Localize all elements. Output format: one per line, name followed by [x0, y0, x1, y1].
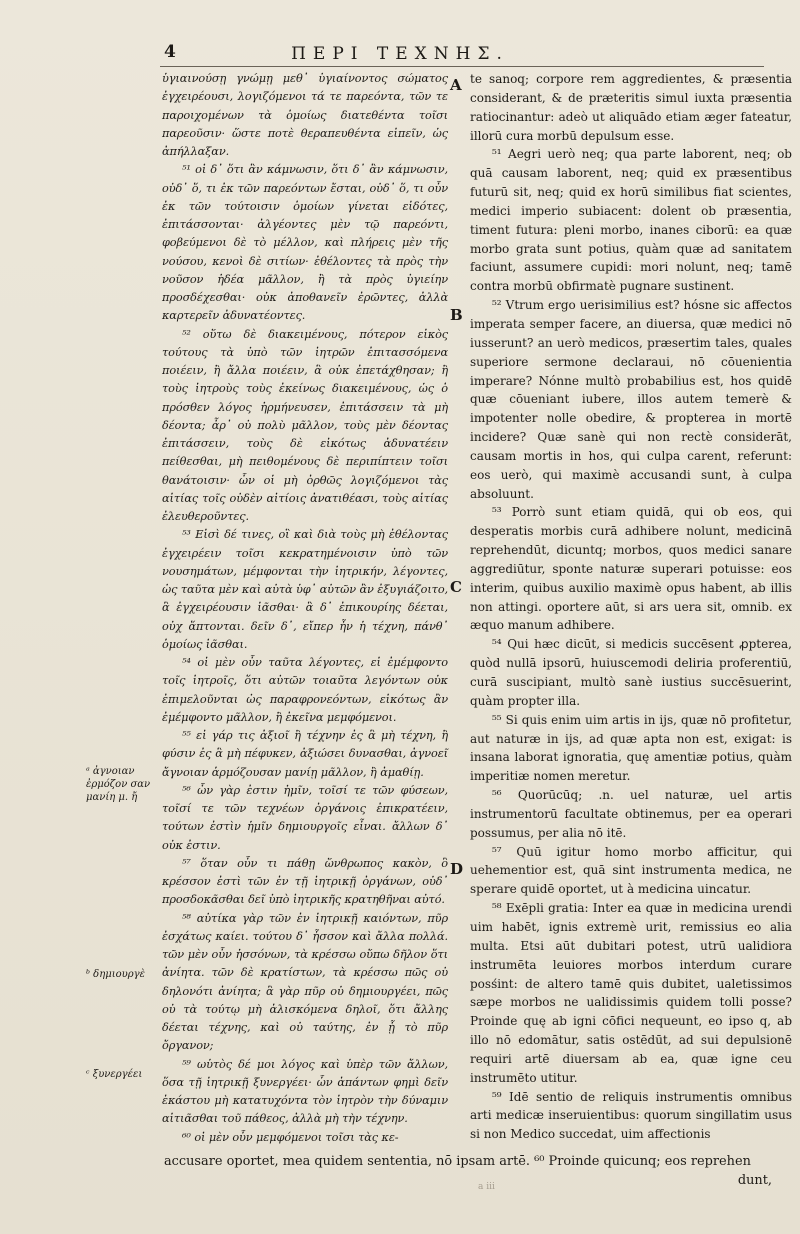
latin-paragraph: ⁵⁵ Si quis enim uim artis in ijs, quæ nō profitetur, aut naturæ in ijs, ad quæ apta non est, exigat: is insana laborat ignoratia, quę amentiæ potius, quàm imperitiæ nomen meretur.	[470, 712, 792, 784]
bottom-text-line: accusare oportet, mea quidem sententia, nō ipsam artē. ⁶⁰ Proinde quicunq; eos reprehen	[164, 1154, 751, 1169]
margin-note-b: ᵇ δημιουργὲ	[86, 969, 145, 980]
greek-paragraph: ⁵⁴ οἱ μὲν οὖν ταῦτα λέγοντες, εἰ ἐμέμφοντο τοῖς ἰητροῖς, ὅτι αὐτῶν τοιαῦτα λεγόντων οὐκ ἐπιμελοῦνται ὡς παραφρονεόντων, εἰκότως ἂν ἐμέμφοντο μᾶλλον, ἢ ἐκεῖνα μεμφόμενοι.	[162, 656, 448, 724]
margin-letter-d: D	[450, 860, 464, 878]
greek-paragraph: ⁵² οὕτω δὲ διακειμένους, πότερον εἰκὸς τούτους τὰ ὑπὸ τῶν ἰητρῶν ἐπιτασσόμενα ποιέειν, ἢ ἄλλα ποιέειν, ἃ οὐκ ἐπετάχθησαν; ἢ τοὺς ἰητροὺς τοὺς ἐκείνως διακειμένους, ὡς ὁ πρόσθεν λόγος ἡρμήνευσεν, ἐπιτάσσειν τὰ μὴ δέοντα; ἆρ᾽ οὐ πολὺ μᾶλλον, τοὺς μὲν δέοντας ἐπιτάσσειν, τοὺς δὲ εἰκότως ἀδυνατέειν πείθεσθαι, μὴ πειθομένους δὲ περιπίπτειν τοῖσι θανάτοισιν· ὧν οἱ μὴ ὀρθῶς λογιζόμενοι τὰς αἰτίας τοῖς οὐδὲν αἰτίοις ἀνατιθέασι, τοὺς αἰτίας ἐλευθεροῦντες.	[162, 327, 448, 523]
latin-column	[470, 70, 792, 1144]
greek-paragraph: ⁵¹ οἱ δ᾽ ὅτι ἂν κάμνωσιν, ὅτι δ᾽ ἂν κάμνωσιν, οὐδ᾽ ὅ, τι ἐκ τῶν παρεόντων ἔσται, οὐδ᾽ ὅ, τι οὖν ἐκ τῶν τούτοισιν ὁμοίων γίνεται εἰδότες, ἐπιτάσσονται· ἀλγέοντες μὲν τῷ παρεόντι, φοβεύμενοι δὲ τὸ μέλλον, καὶ πλήρεις μὲν τῆς νούσου, κενοὶ δὲ σιτίων· ἐθέλοντες τὰ πρὸς τὴν νοῦσον ἡδέα μᾶλλον, ἢ τὰ πρὸς ὑγιείην προσδέχεσθαι· οὐκ ἀποθανεῖν ἐρῶντες, ἀλλὰ καρτερεῖν ἀδυνατέοντες.	[162, 163, 448, 323]
greek-column	[162, 70, 448, 1147]
page-number: 4	[164, 42, 176, 62]
margin-letter-c: C	[450, 578, 462, 596]
greek-paragraph: ⁵⁹ ωὑτὸς δέ μοι λόγος καὶ ὑπὲρ τῶν ἄλλων, ὅσα τῇ ἰητρικῇ ξυνεργέει· ὧν ἁπάντων φημὶ δεῖν ἑκάστου μὴ κατατυχόντα τὸν ἰητρὸν τὴν δύναμιν αἰτιᾶσθαι τοῦ πάθεος, ἀλλὰ μὴ τὴν τέχνην.	[162, 1057, 448, 1126]
latin-paragraph: ⁵⁸ Exēpli gratia: Inter ea quæ in medicina urendi uim habēt, ignis extremè urit, remissius eo alia multa. Etsi aūt dubitari potest, utrū ualidiora instrumēta leuiores morbos interdum curare posśint: de altero tamē quis dubitet, ualetissimos sæpe morbos ne ualidissimis quidem tolli posse? Proinde quę ab igni cōfici nequeunt, eo ipso q, ab illo nō edomātur, satis ostēdūt, ad sui depulsionē requiri artē diuersam ab ea, quæ igne ceu instrumēto utitur.	[470, 901, 792, 1085]
greek-paragraph: ⁵³ Εἰσὶ δέ τινες, οἳ καὶ διὰ τοὺς μὴ ἐθέλοντας ἐγχειρέειν τοῖσι κεκρατημένοισιν ὑπὸ τῶν νουσημάτων, μέμφονται τὴν ἰητρικήν, λέγοντες, ὡς ταῦτα μὲν καὶ αὐτὰ ὑφ᾽ αὐτῶν ἂν ἐξυγιάζοιτο, ἃ ἐγχειρέουσιν ἰᾶσθαι· ἃ δ᾽ ἐπικουρίης δέεται, οὐχ ἅπτονται. δεῖν δ᾽, εἴπερ ἦν ἡ τέχνη, πάνθ᾽ ὁμοίως ἰᾶσθαι.	[162, 528, 449, 651]
latin-paragraph: ⁵⁷ Quū igitur homo morbo afficitur, qui uehementior est, quā sint instrumenta medica, ne sperare quidē oportet, ut à medicina uincatur.	[470, 844, 792, 897]
latin-paragraph: ⁵³ Porrò sunt etiam quidā, qui ob eos, qui desperatis morbis curā adhibere nolunt, medicinā reprehendūt, dicuntq; morbos, quos medici sanare aggrediūtur, sponte naturæ superari potuisse: eos interim, quibus auxilio maximè opus habent, ab illis non attingi. oportere aūt, si ars uera sit, omnib. ex æquo manum adhibere.	[470, 505, 792, 633]
signature-mark: a iii	[478, 1182, 495, 1192]
latin-paragraph: ⁵⁹ Idē sentio de reliquis instrumentis omnibus arti medicæ inseruientibus: quorum singillatim usus si non Medico succedat, uim affectionis	[470, 1089, 792, 1142]
margin-letter-b: B	[450, 306, 463, 324]
margin-letter-a: A	[450, 76, 462, 94]
latin-paragraph: ⁵² Vtrum ergo uerisimilius est? hósne sic affectos imperata semper facere, an diuersa, quæ medici nō iusserunt? an uerò medicos, præsertim tales, quales superiore sermone declaraui, nō cōuenientia imperare? Nónne multò probabilius est, hos quidē quæ cōueniant iubere, illos autem temerè & impotenter nolle obedire, & propterea in mortē incidere? Quæ sanè qui non rectè considerāt, causam mortis in hos, qui culpa carent, referunt: eos uerò, qui maximè accusandi sunt, à culpa absoluunt.	[470, 298, 792, 501]
greek-paragraph: ⁵⁸ αὐτίκα γὰρ τῶν ἐν ἰητρικῇ καιόντων, πῦρ ἐσχάτως καίει. τούτου δ᾽ ἧσσον καὶ ἄλλα πολλά. τῶν μὲν οὖν ἡσσόνων, τὰ κρέσσω οὔπω δῆλον ὅτι ἀνίητα. τῶν δὲ κρατίστων, τὰ κρέσσω πῶς οὐ δηλονότι ἀνίητα; ἃ γὰρ πῦρ οὐ δημιουργέει, πῶς οὐ τὰ τούτῳ μὴ ἁλισκόμενα δηλοῖ, ὅτι ἄλλης δέεται τέχνης, καὶ οὐ ταύτης, ἐν ᾗ τὸ πῦρ ὄργανον;	[162, 911, 448, 1053]
greek-paragraph: ⁶⁰ οἱ μὲν οὖν μεμφόμενοι τοῖσι τὰς κε-	[182, 1130, 399, 1144]
latin-paragraph: ⁵⁴ Qui hæc dicūt, si medicis succēsent ꝓpterea, quòd nullā ipsorū, huiuscemodi deliria proferentiū, curā suscipiant, multò sanè iustius succēsuerint, quàm propter illa.	[470, 637, 792, 708]
running-title: ΠΕΡΙ ΤΕΧΝΗΣ.	[291, 44, 509, 64]
catchword: dunt,	[737, 1173, 772, 1188]
greek-paragraph: ⁵⁵ εἰ γάρ τις ἀξιοῖ ἢ τέχνην ἐς ἃ μὴ τέχνη, ἢ φύσιν ἐς ἃ μὴ πέφυκεν, ἀξιώσει δυνασθαι, ἀγνοεῖ ἄγνοιαν ἁρμόζουσαν μανίῃ μᾶλλον, ἢ ἀμαθίῃ.	[162, 729, 448, 779]
header-rule	[160, 66, 764, 67]
latin-paragraph: ⁵¹ Aegri uerò neq; qua parte laborent, neq; ob quā causam laborent, neq; quid ex præsentibus futurū sit, neq; quid ex horū similibus fiat scientes, medici imperio subiacent: dolent ob præsentia, timent futura: pleni morbo, inanes ciborū: ea quæ morbo grata sunt potius, quàm quæ ad sanitatem faciunt, assumere cupidi: mori nolunt, neq; tamē contra morbū obfirmatè pugnare sustinent.	[470, 147, 792, 294]
latin-paragraph: ⁵⁶ Quorūcūq; .n. uel naturæ, uel artis instrumentorū facultate obtinemus, per ea operari possumus, per alia nō itē.	[470, 788, 792, 840]
greek-paragraph: ⁵⁷ ὅταν οὖν τι πάθῃ ὥνθρωπος κακὸν, ὃ κρέσσον ἐστὶ τῶν ἐν τῇ ἰητρικῇ ὀργάνων, οὐδ᾽ προσδοκᾶσθαι δεῖ ὑπὸ ἰητρικῆς κρατηθῆναι αὐτό.	[162, 856, 448, 907]
greek-paragraph: ὑγιαινούσῃ γνώμῃ μεθ᾽ ὑγιαίνοντος σώματος ἐγχειρέουσι, λογιζόμενοι τά τε παρεόντα, τῶν τε παροιχομένων τὰ ὁμοίως διατεθέντα τοῖσι παρεοῦσιν· ὥστε ποτὲ θεραπευθέντα εἰπεῖν, ὡς ἀπήλλαξαν.	[162, 72, 448, 158]
greek-paragraph: ⁵⁶ ὧν γὰρ ἐστιν ἡμῖν, τοῖσί τε τῶν φύσεων, τοῖσί τε τῶν τεχνέων ὀργάνοις ἐπικρατέειν, τούτων ἐστὶν ἡμῖν δημιουργοῖς εἶναι. ἄλλων δ᾽ οὐκ ἐστιν.	[162, 783, 448, 852]
margin-note-a: ᵃ ἀγνοιαν ἐρμόζον σαν μανίη μ. ἤ	[86, 766, 151, 803]
latin-paragraph: te sanoq; corpore rem aggredientes, & præsentia considerant, & de præteritis simul iuxta præsentia ratiocinantur: adeò ut aliquādo etiam æger fateatur, illorū cura morbū depulsum esse.	[470, 72, 792, 143]
margin-note-c: ᶜ ξυνεργέει	[86, 1069, 143, 1080]
